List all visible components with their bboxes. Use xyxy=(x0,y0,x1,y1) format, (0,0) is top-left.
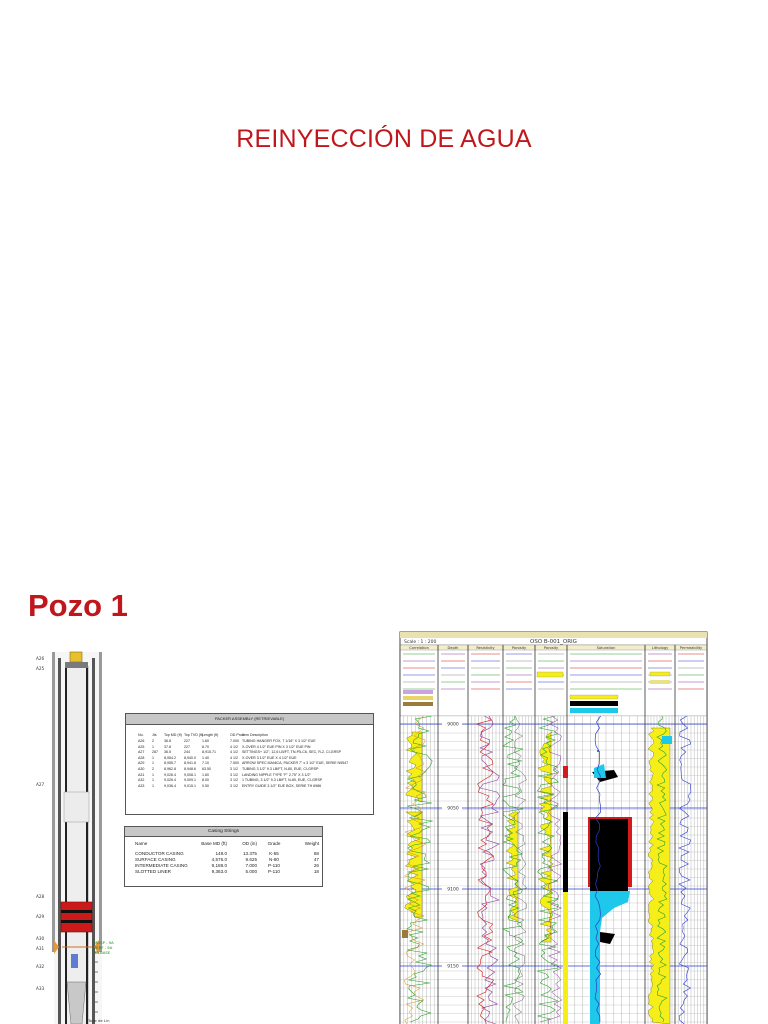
wellbore-label: A33 xyxy=(36,986,45,991)
log-scale: Scale : 1 : 200 xyxy=(404,640,437,645)
track-title: Porosity xyxy=(511,646,527,650)
wellbore-schematic xyxy=(32,652,122,1024)
table-cell: A26 xyxy=(138,739,145,743)
saturation-column xyxy=(563,812,568,892)
depth-label: 9150 xyxy=(447,964,459,970)
table-cell: SLOTTED LINER xyxy=(135,869,171,874)
table-cell: 2 xyxy=(152,766,154,771)
table-cell: TUBING HANGER FOX, 7 1/16" X 3 1/2" EUE xyxy=(242,739,316,743)
table-cell: 68 xyxy=(313,851,319,856)
table-cell: 9,036.4 xyxy=(164,783,176,788)
depth-label: 9100 xyxy=(447,887,459,893)
track-title: Porosity xyxy=(543,646,559,650)
table-cell: 8.70 xyxy=(202,744,209,749)
wellbore-label: A32 xyxy=(36,964,45,969)
table-cell: X-OVER 4 1/2" EUE PIN X 3 1/2" EUE PIN xyxy=(242,744,311,749)
table-cell: 1.60 xyxy=(202,739,209,743)
log-top-bar xyxy=(400,632,707,638)
legend-swatch xyxy=(403,690,433,694)
oil-black-fill xyxy=(590,819,628,891)
table-cell: 0.50 xyxy=(202,783,209,788)
table-row xyxy=(125,869,322,875)
table-cell: 227 xyxy=(184,739,190,743)
table-cell: A27 xyxy=(138,750,145,755)
legend-swatch xyxy=(403,702,433,706)
table-cell: 1.40 xyxy=(202,755,209,760)
table-cell: A33 xyxy=(138,783,145,788)
table-cell: 63.50 xyxy=(202,766,211,771)
table-cell: A25 xyxy=(138,744,145,749)
table-cell: 9,008.1 xyxy=(184,772,196,777)
packer-assembly-table xyxy=(125,713,374,815)
table-cell: 8,941.6 xyxy=(184,761,196,766)
lithology-cyan-patch xyxy=(662,736,672,744)
packer-table-header xyxy=(126,732,373,739)
depth-label: 9050 xyxy=(447,806,459,812)
track-title: Depth xyxy=(447,646,459,650)
table-cell: 9.625 xyxy=(245,857,257,862)
packer-table-title: PACKER ASSEMBLY (RETRIEVABLE) xyxy=(126,714,373,725)
wellbore-label: A28 xyxy=(36,894,45,899)
table-cell: 13.375 xyxy=(242,851,257,856)
table-cell: INTERMEDIATE CASING xyxy=(135,863,188,868)
table-cell: 5.000 xyxy=(245,869,257,874)
table-cell: 9,188.0 xyxy=(211,863,227,868)
table-cell: 1 xyxy=(152,783,154,788)
casing-table-title: Casing Strings xyxy=(125,827,322,837)
table-cell: 8,948.6 xyxy=(184,766,196,771)
table-cell: P-110 xyxy=(268,869,280,874)
water-cyan-fill xyxy=(590,891,600,1024)
table-cell: 36.5 xyxy=(164,750,171,755)
table-cell: 287 xyxy=(152,750,158,755)
packer-table-body xyxy=(126,739,373,789)
table-cell: 9,009.1 xyxy=(184,778,196,783)
casing-col-header: Base MD (ft) xyxy=(201,841,227,846)
packer-col-header: Jts xyxy=(152,733,157,737)
table-cell: A30 xyxy=(138,766,145,771)
table-cell: 4 1/2 xyxy=(230,750,238,755)
table-cell: P-110 xyxy=(268,863,280,868)
table-cell: LANDING NIPPLE TYPE "F" 2.75" X 3 1/2" xyxy=(242,772,311,777)
table-cell: 9,026.4 xyxy=(164,778,176,783)
table-cell: SETTINGS+ 1/2", 12.6 LB/FT, TN-P5-C6, SEC, R-2, CI-GRSP xyxy=(242,750,341,755)
table-cell: CONDUCTOR CASING xyxy=(135,851,184,856)
packer-col-header: No. xyxy=(138,733,144,737)
table-cell: 3 1/2 xyxy=(230,766,238,771)
table-cell: 1 xyxy=(152,755,154,760)
table-cell: 8,955.7 xyxy=(164,761,176,766)
table-cell: 36.8 xyxy=(164,739,171,743)
table-cell: TUBING 3 1/2" 9.3 LB/FT, N-80, EUE, CI-GRSP xyxy=(242,766,319,771)
wellbore-annotation: MDSP - 9A xyxy=(94,940,114,945)
legend-swatch xyxy=(650,680,670,684)
table-cell: 8.00 xyxy=(202,778,209,783)
casing-table-header xyxy=(125,837,322,851)
table-cell: ENTRY GUIDE 3 1/2" EUE BOX, SERIE TH 6986 xyxy=(242,783,322,788)
table-cell: 227 xyxy=(184,744,190,749)
table-cell: 148.0 xyxy=(215,851,227,856)
table-cell: 8,962.8 xyxy=(164,766,176,771)
casing-table-body xyxy=(125,851,322,875)
table-cell: 8,940.0 xyxy=(184,755,196,760)
legend-swatch xyxy=(570,701,618,706)
wellbore-label: A26 xyxy=(36,656,45,661)
table-row xyxy=(126,784,373,790)
table-cell: SURFACE CASING xyxy=(135,857,176,862)
lithology-flag xyxy=(402,930,408,938)
table-cell: 244 xyxy=(184,750,190,755)
wellbore-annotation: PERF - 9A xyxy=(94,945,113,950)
table-cell: 8,954.2 xyxy=(164,755,176,760)
table-cell: 2 xyxy=(152,739,154,743)
track-title: Lithology xyxy=(651,646,669,650)
wellbore-annotation: Tope de Lin xyxy=(88,1018,110,1023)
table-cell: 18 xyxy=(313,869,319,874)
legend-swatch xyxy=(570,708,618,713)
track-title: Saturation xyxy=(596,646,616,650)
table-cell: ARROW SPEC MANICA, PACKER 7" x 3 1/2" EUE, SERIE N9547 xyxy=(242,761,349,766)
saturation-marker xyxy=(563,766,568,778)
legend-swatch xyxy=(570,695,618,699)
casing-strings-table xyxy=(124,826,323,887)
table-cell: 9,026.4 xyxy=(164,772,176,777)
table-cell: 1 TUBING, 3 1/2" 9.3 LB/FT, N-80, EUE, CI-GRSP xyxy=(242,778,323,783)
table-cell: 1 xyxy=(152,772,154,777)
depth-label: 9000 xyxy=(447,722,459,728)
casing-col-header: Weight xyxy=(304,841,319,846)
table-cell: 26 xyxy=(313,863,319,868)
table-cell: 9,363.0 xyxy=(211,869,227,874)
table-cell: 7.000 xyxy=(245,863,257,868)
saturation-column xyxy=(563,892,568,1024)
packer-col-header: Item Description xyxy=(242,733,268,737)
packer-col-header: Length (ft) xyxy=(202,733,219,737)
table-cell: 37.8 xyxy=(164,744,171,749)
table-cell: 4 1/2 xyxy=(230,744,238,749)
wellbore-label: A27 xyxy=(36,782,45,787)
table-cell: 4 1/2 xyxy=(230,755,238,760)
casing-col-header: Name xyxy=(135,841,148,846)
table-cell: 1 xyxy=(152,744,154,749)
table-cell: 1 xyxy=(152,761,154,766)
wellbore-label: A30 xyxy=(36,936,45,941)
packer-col-header: Top MD (ft) xyxy=(164,733,182,737)
table-cell: A32 xyxy=(138,778,145,783)
legend-swatch xyxy=(650,672,670,676)
table-cell: A31 xyxy=(138,772,145,777)
table-cell: 3 1/2 xyxy=(230,783,238,788)
table-cell: 7.10 xyxy=(202,761,209,766)
wellbore-annotation: 9A-BASE xyxy=(94,950,111,955)
table-cell: 8,915.71 xyxy=(202,750,216,755)
track-title: Correlation xyxy=(409,646,429,650)
track-title: Permeability xyxy=(679,646,703,650)
log-header: OSO B-001_ORIG xyxy=(530,639,577,645)
table-cell: A28 xyxy=(138,755,145,760)
well-log-plot xyxy=(400,632,707,1024)
casing-col-header: OD (in) xyxy=(242,841,257,846)
table-cell: 9,015.1 xyxy=(184,783,196,788)
track-title: Resistivity xyxy=(476,646,495,650)
table-cell: N-80 xyxy=(269,857,279,862)
legend-swatch xyxy=(537,672,563,677)
table-cell: 4,576.0 xyxy=(211,857,227,862)
slide-title: REINYECCIÓN DE AGUA xyxy=(236,125,532,153)
table-cell: 7.500 xyxy=(230,761,239,766)
table-cell: A29 xyxy=(138,761,145,766)
table-cell: 1.60 xyxy=(202,772,209,777)
table-cell: 3 1/2 xyxy=(230,778,238,783)
table-cell: 7.000 xyxy=(230,739,239,743)
packer-col-header: Top TVD (ft) xyxy=(184,733,204,737)
section-title: Pozo 1 xyxy=(28,588,128,623)
wellbore-label: A29 xyxy=(36,914,45,919)
packer-col-header: OD Prov. xyxy=(230,733,245,737)
table-cell: 1 xyxy=(152,778,154,783)
legend-swatch xyxy=(403,696,433,700)
wellbore-label: A25 xyxy=(36,666,45,671)
table-cell: 3 1/2 xyxy=(230,772,238,777)
casing-col-header: Grade xyxy=(267,841,281,846)
table-cell: 47 xyxy=(313,857,319,862)
wellbore-label: A31 xyxy=(36,946,45,951)
table-cell: K-55 xyxy=(269,851,279,856)
table-cell: X-OVER 3 1/2" EUE X 4 1/2" EUE xyxy=(242,755,297,760)
